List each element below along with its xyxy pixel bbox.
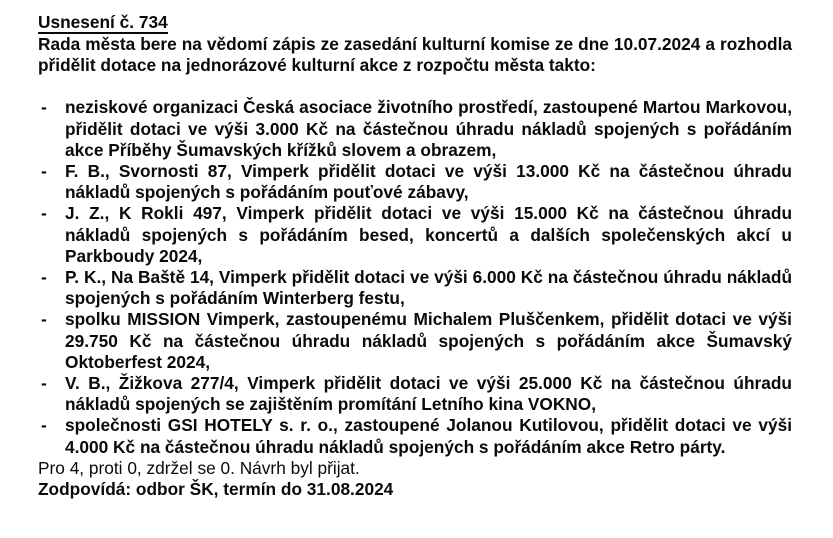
vote-result-line: Pro 4, proti 0, zdržel se 0. Návrh byl přijat. bbox=[38, 457, 360, 478]
list-item bbox=[38, 373, 792, 415]
grant-item-text: neziskové organizaci Česká asociace životního prostředí, zastoupené Martou Markovou, přidělit dotaci ve výši 3.000 Kč na částečnou úhradu nákladů spojených s pořádáním akce Příběhy Šumavských křížků slovem a obrazem, bbox=[65, 97, 792, 160]
grant-item-text: F. B., Svornosti 87, Vimperk přidělit dotaci ve výši 13.000 Kč na částečnou úhradu nákladů spojených s pořádáním pouťové zábavy, bbox=[65, 161, 792, 203]
responsibility-line: Zodpovídá: odbor ŠK, termín do 31.08.2024 bbox=[38, 479, 394, 500]
list-item bbox=[38, 415, 792, 457]
grant-item-text: V. B., Žižkova 277/4, Vimperk přidělit dotaci ve výši 25.000 Kč na částečnou úhradu nákladů spojených se zajištěním promítání Letního kina VOKNO, bbox=[65, 373, 792, 415]
list-item bbox=[38, 203, 792, 267]
grant-list bbox=[38, 97, 792, 457]
bullet-dash: - bbox=[41, 309, 47, 330]
resolution-title-row bbox=[38, 12, 792, 34]
list-item bbox=[38, 267, 792, 309]
bullet-dash: - bbox=[41, 97, 47, 118]
list-item bbox=[38, 161, 792, 203]
grant-item-text: spolku MISSION Vimperk, zastoupenému Michalem Pluščenkem, přidělit dotaci ve výši 29.750 Kč na částečnou úhradu nákladů spojených s pořádáním akce Šumavský Oktoberfest 2024, bbox=[65, 309, 792, 372]
resolution-document bbox=[38, 12, 792, 500]
bullet-dash: - bbox=[41, 415, 47, 436]
grant-item-text: společnosti GSI HOTELY s. r. o., zastoupené Jolanou Kutilovou, přidělit dotaci ve výši 4.000 Kč na částečnou úhradu nákladů spojených s pořádáním akce Retro párty. bbox=[65, 415, 792, 457]
bullet-dash: - bbox=[41, 203, 47, 224]
bullet-dash: - bbox=[41, 373, 47, 394]
resolution-intro: Rada města bere na vědomí zápis ze zasedání kulturní komise ze dne 10.07.2024 a rozhodla přidělit dotace na jednorázové kulturní akce z rozpočtu města takto: bbox=[38, 34, 792, 76]
list-item bbox=[38, 97, 792, 161]
bullet-dash: - bbox=[41, 267, 47, 288]
grant-item-text: J. Z., K Rokli 497, Vimperk přidělit dotaci ve výši 15.000 Kč na částečnou úhradu nákladů spojených s pořádáním besed, koncertů a dalších společenských akcí u Parkboudy 2024, bbox=[65, 203, 792, 266]
resolution-title: Usnesení č. 734 bbox=[38, 12, 168, 32]
bullet-dash: - bbox=[41, 161, 47, 182]
grant-item-text: P. K., Na Baště 14, Vimperk přidělit dotaci ve výši 6.000 Kč na částečnou úhradu nákladů spojených s pořádáním Winterberg festu, bbox=[65, 267, 792, 309]
list-item bbox=[38, 309, 792, 373]
